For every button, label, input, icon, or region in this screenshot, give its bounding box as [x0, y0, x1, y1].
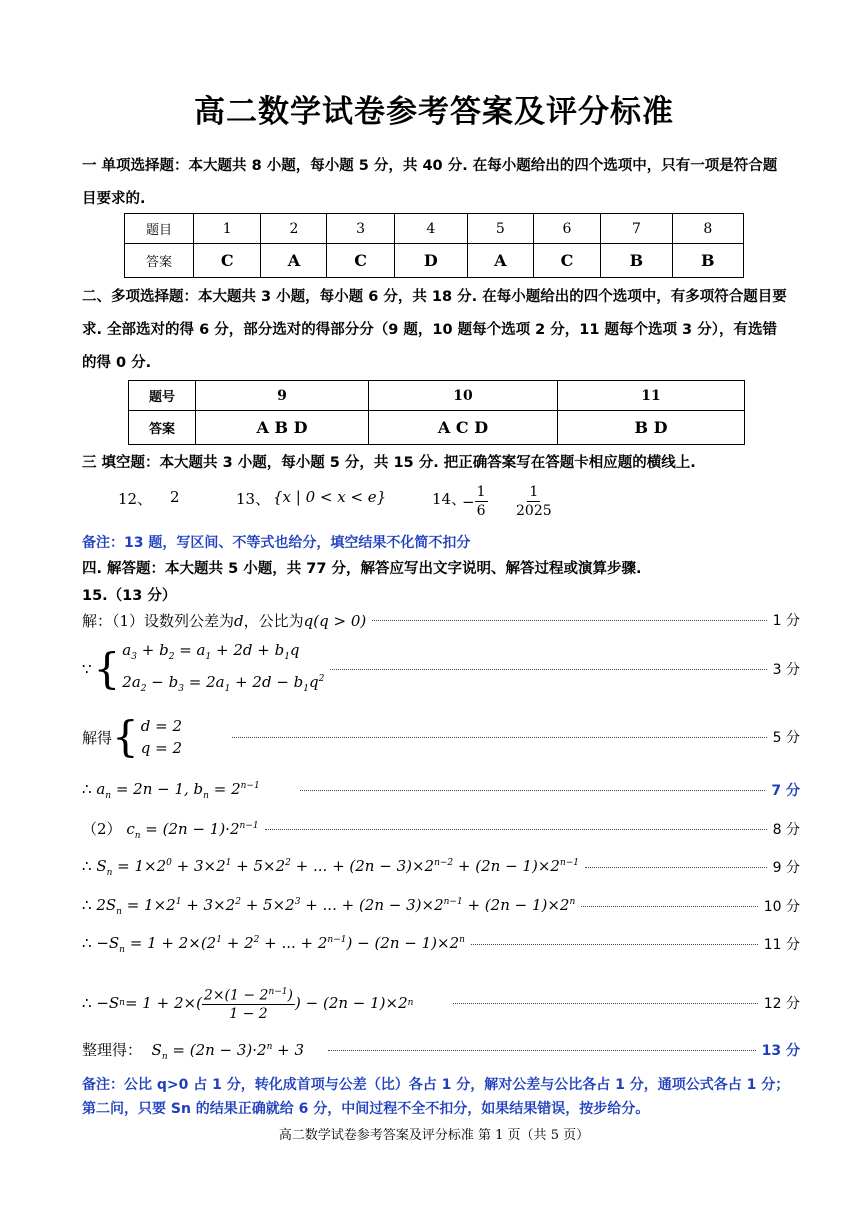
solution-step: 整理得： $S_n = (2n - 3)\cdot 2^n + 3$ 13 分 [82, 1040, 800, 1062]
section3-note: 备注：13 题，写区间、不等式也给分，填空结果不化简不扣分 [82, 535, 471, 551]
dot-leader [372, 619, 766, 621]
step-prefix: 解：（1）设数列公差为 [82, 611, 235, 630]
section2-heading: 二、多项选择题：本大题共 3 小题，每小题 6 分，共 18 分. 在每小题给出的四个选项中，有多项符合题目要求. 全部选对的得 6 分，部分选对的得部分分（9 题，10 题每个选项 2 分，11 题每个选项 3 分），有选错的得 0 分. [82, 289, 787, 371]
answer-cell: B D [558, 411, 745, 445]
question-number: 6 [533, 214, 600, 244]
step-points: 13 分 [761, 1043, 800, 1059]
solution-step: 解：（1）设数列公差为d，公比为q(q > 0) 1 分 [82, 611, 800, 630]
fill-q14-label: 14、 [432, 490, 467, 508]
row-label-question: 题目 [125, 214, 194, 244]
step-points: 8 分 [772, 822, 800, 838]
solution-step: （2） $c_n = (2n - 1)\cdot 2^{n-1}$ 8 分 [82, 819, 800, 841]
row-label-answer: 答案 [125, 244, 194, 278]
step-prefix: （2） [82, 819, 122, 838]
dot-leader [471, 943, 758, 945]
answer-cell: A [467, 244, 533, 278]
step-points: 5 分 [772, 730, 800, 746]
dot-leader [328, 1049, 756, 1051]
fraction [475, 483, 488, 520]
answer-cell: A B D [196, 411, 369, 445]
answer-cell: A [261, 244, 327, 278]
step-points: 3 分 [772, 662, 800, 678]
step-points: 11 分 [763, 937, 800, 953]
fill-q12-answer: 2 [170, 488, 180, 506]
step-prefix: 整理得： [82, 1040, 143, 1059]
numerator: 1 [476, 484, 486, 500]
minus-sign: − [462, 492, 475, 511]
question-number: 8 [672, 214, 743, 244]
row-label-answer: 答案 [129, 411, 196, 445]
step-points: 10 分 [763, 899, 800, 915]
solution-step: ∴ −S n = 1 + 2×( $\frac{2\times(1 - 2^{n-1})}{1 - 2}$ ) − (2n − 1)×2 n 12 分 [82, 980, 800, 1026]
fill-q13-answer: {x | 0 < x < e} [273, 488, 387, 506]
answer-cell: D [394, 244, 467, 278]
denominator: 6 [476, 503, 486, 519]
dot-leader [581, 905, 757, 907]
fraction [516, 483, 552, 520]
dot-leader [265, 828, 767, 830]
page-title: 高二数学试卷参考答案及评分标准 [194, 94, 674, 130]
dot-leader [453, 1002, 757, 1004]
dot-leader [585, 866, 767, 868]
question-number: 9 [196, 381, 369, 411]
section4-heading: 四. 解答题：本大题共 5 小题，共 77 分，解答应写出文字说明、解答过程或演算步骤. [82, 561, 642, 577]
denominator: 2025 [516, 503, 552, 519]
numerator: 1 [529, 484, 539, 500]
section4-note: 备注：公比 q>0 占 1 分，转化成首项与公差（比）各占 1 分，解对公差与公比各占 1 分，通项公式各占 1 分；第二问，只要 Sn 的结果正确就给 6 分，中间过程不全不扣分，如果结果错误，按步给分。 [82, 1077, 790, 1117]
question-number: 2 [261, 214, 327, 244]
q15-title: 15.（13 分） [82, 588, 177, 604]
fill-q12-label: 12、 [118, 490, 153, 508]
question-number: 4 [394, 214, 467, 244]
solution-step: ∴ $2S_n = 1\times 2^1 + 3\times 2^2 + 5\times 2^3$ + ... + $(2n - 3)\times 2^{n-1} + (2n - 1)\times 2^n$ 10 分 [82, 895, 800, 917]
question-number: 10 [369, 381, 558, 411]
section2-answer-table [128, 380, 745, 445]
solution-step: ∴ $-S_n = 1 + 2\times(2^1 + 2^2$ + ... + $2^{n-1}) - (2n - 1)\times 2^n$ 11 分 [82, 933, 800, 955]
question-number: 3 [327, 214, 394, 244]
page-footer: 高二数学试卷参考答案及评分标准 第 1 页（共 5 页） [278, 1128, 590, 1143]
answer-cell: C [327, 244, 394, 278]
dot-leader [330, 668, 766, 670]
solution-step: ∴ $a_n = 2n - 1$, $b_n = 2^{n-1}$ 7 分 [82, 779, 800, 801]
answer-cell: A C D [369, 411, 558, 445]
step-mid: ，公比为 [243, 611, 304, 630]
solution-step: ∴ $S_n = 1\times 2^0 + 3\times 2^1 + 5\times 2^2$ + ... + $(2n - 3)\times 2^{n-2} + (2n - 1)\times 2^{n-1}$ 9 分 [82, 856, 800, 878]
section1-answer-table [124, 213, 744, 278]
question-number: 7 [601, 214, 672, 244]
step-points: 12 分 [763, 996, 800, 1012]
answer-cell: C [533, 244, 600, 278]
solution-step: ∵ { $a_3 + b_2 = a_1 + 2d + b_1q$ $2a_2 - b_3 = 2a_1 + 2d - b_1q^2$ 3 分 [82, 640, 800, 694]
step-points: 7 分 [771, 783, 800, 799]
section1-heading: 一 单项选择题：本大题共 8 小题，每小题 5 分，共 40 分. 在每小题给出的四个选项中，只有一项是符合题目要求的. [82, 158, 778, 207]
step-points: 9 分 [772, 860, 800, 876]
dot-leader [300, 789, 766, 791]
answer-cell: B [672, 244, 743, 278]
fill-q13-label: 13、 [236, 490, 271, 508]
dot-leader [232, 736, 767, 738]
section3-heading: 三 填空题：本大题共 3 小题，每小题 5 分，共 15 分. 把正确答案写在答题卡相应题的横线上. [82, 455, 696, 471]
question-number: 1 [194, 214, 261, 244]
solution-step: 解得 { d = 2 q = 2 5 分 [82, 712, 800, 761]
answer-cell: B [601, 244, 672, 278]
question-number: 11 [558, 381, 745, 411]
fill-q14-answer2 [516, 483, 552, 520]
question-number: 5 [467, 214, 533, 244]
step-points: 1 分 [772, 613, 800, 629]
answer-cell: C [194, 244, 261, 278]
fill-q14-answer1 [462, 483, 488, 520]
step-prefix: 解得 [82, 728, 113, 747]
row-label-question: 题号 [129, 381, 196, 411]
